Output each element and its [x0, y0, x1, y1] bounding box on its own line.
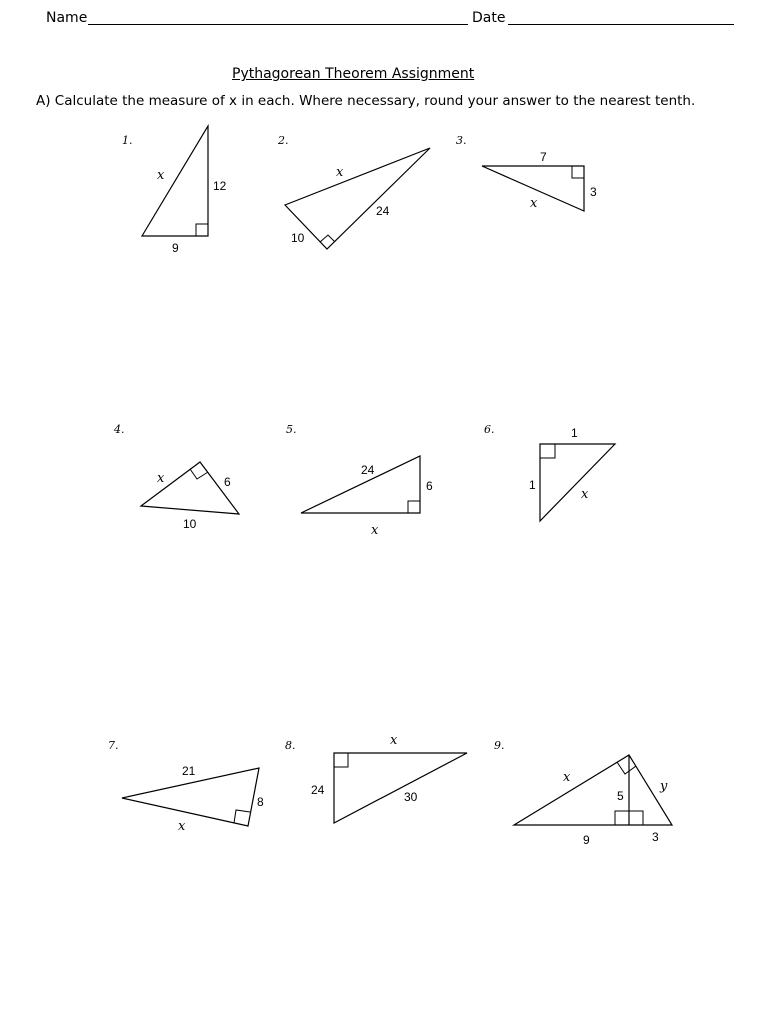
leg-label: x	[390, 733, 398, 748]
date-label: Date	[472, 10, 506, 26]
right-angle-mark	[196, 224, 208, 236]
problem-number: 3.	[456, 134, 467, 147]
problem-number: 2.	[278, 134, 289, 147]
triangle	[334, 753, 467, 823]
instructions: A) Calculate the measure of x in each. Where necessary, round your answer to the nearest tenth.	[36, 93, 696, 109]
problem-7	[108, 739, 264, 834]
segment-label: 9	[583, 833, 590, 847]
leg-label: 24	[376, 204, 390, 218]
leg-label: 6	[224, 475, 231, 489]
problem-9	[494, 739, 672, 847]
leg-label: 9	[172, 241, 179, 255]
name-label: Name	[46, 10, 88, 26]
altitude-label: 5	[617, 789, 624, 803]
assignment-title: Pythagorean Theorem Assignment	[232, 66, 475, 82]
problem-number: 7.	[108, 739, 119, 752]
hypotenuse-label: 30	[404, 790, 418, 804]
leg-label: x	[371, 523, 379, 538]
leg-label: x	[157, 471, 165, 486]
problem-1	[122, 126, 227, 255]
hypotenuse-label: 24	[361, 463, 375, 477]
right-angle-mark	[190, 469, 208, 479]
problem-4	[113, 423, 239, 531]
side-label: x	[563, 770, 571, 785]
segment-label: 3	[652, 830, 659, 844]
problem-number: 4.	[114, 423, 125, 436]
leg-label: 24	[311, 783, 325, 797]
leg-label: 3	[590, 185, 597, 199]
problem-8	[285, 733, 467, 823]
right-angle-mark	[334, 753, 348, 767]
triangle	[285, 148, 430, 249]
triangle	[142, 126, 208, 236]
leg-label: 1	[529, 478, 536, 492]
problem-number: 5.	[286, 423, 297, 436]
hypotenuse-label: x	[530, 196, 538, 211]
leg-label: 1	[571, 426, 578, 440]
leg-label: 12	[213, 179, 227, 193]
leg-label: 10	[291, 231, 305, 245]
right-angle-mark	[408, 501, 420, 513]
hypotenuse-label: 21	[182, 764, 196, 778]
right-angle-mark	[572, 166, 584, 178]
problem-number: 9.	[494, 739, 505, 752]
right-angle-mark	[617, 762, 636, 774]
problem-5	[286, 423, 433, 538]
right-angle-mark	[540, 444, 555, 458]
problem-2	[277, 134, 430, 249]
triangle	[514, 755, 672, 825]
hypotenuse-label: 10	[183, 517, 197, 531]
problem-6	[484, 423, 615, 521]
problem-number: 6.	[484, 423, 495, 436]
hypotenuse-label: x	[336, 165, 344, 180]
leg-label: x	[178, 819, 186, 834]
leg-label: 6	[426, 479, 433, 493]
triangle	[540, 444, 615, 521]
right-angle-mark	[234, 810, 250, 823]
hypotenuse-label: x	[581, 487, 589, 502]
leg-label: 8	[257, 795, 264, 809]
hypotenuse-label: x	[157, 168, 165, 183]
problem-number: 8.	[285, 739, 296, 752]
problem-number: 1.	[122, 134, 133, 147]
right-angle-mark	[320, 235, 335, 242]
problem-3	[456, 134, 597, 211]
leg-label: 7	[540, 150, 547, 164]
side-label: y	[660, 779, 668, 794]
